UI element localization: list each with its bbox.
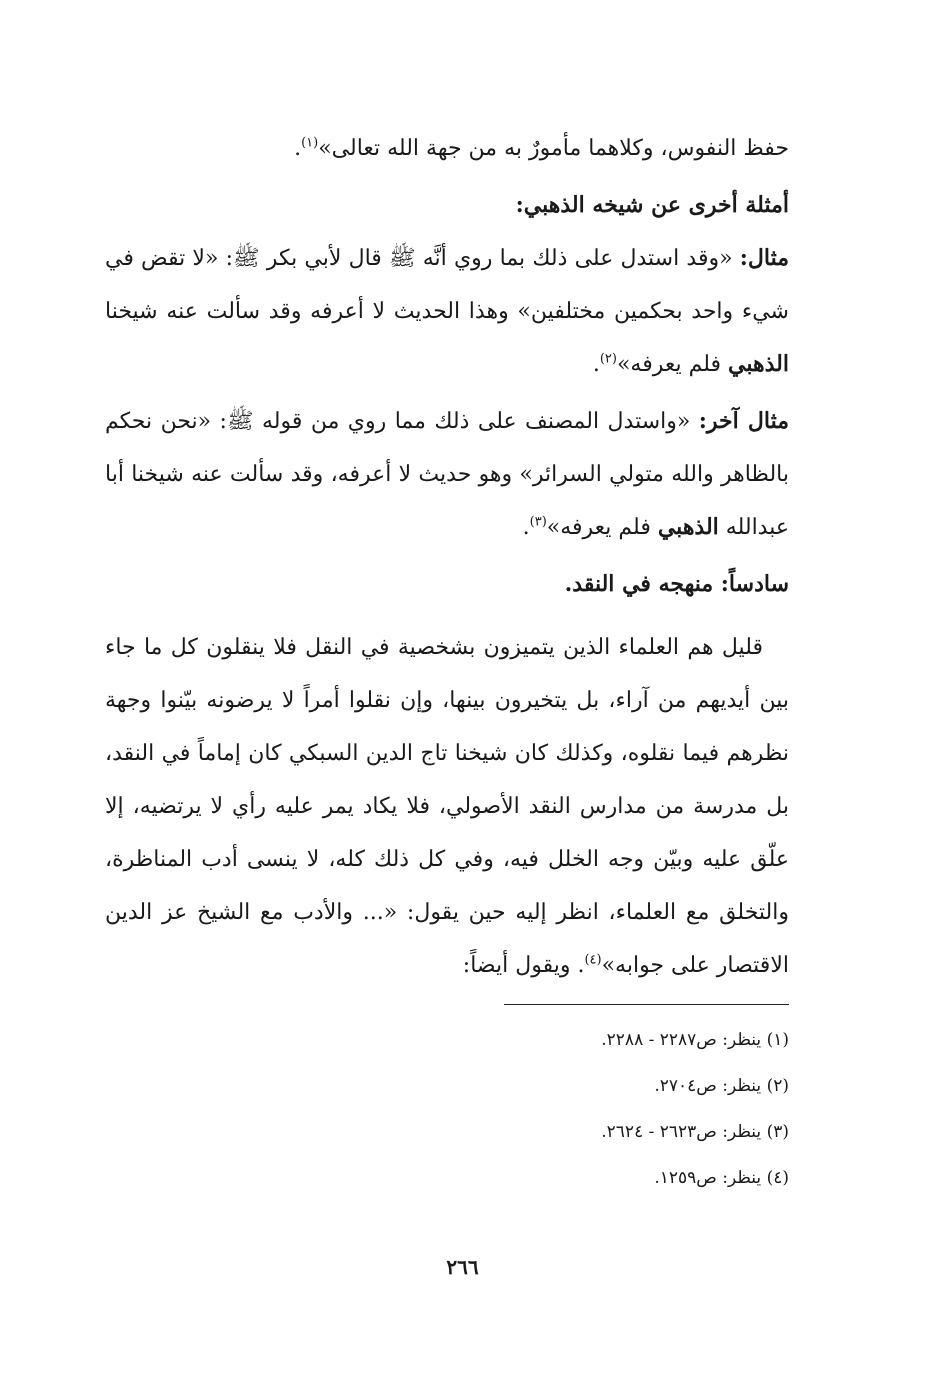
heading-method: سادساً: منهجه في النقد.	[564, 571, 789, 597]
method-text: قليل هم العلماء الذين يتميزون بشخصية في النقل فلا ينقلون كل ما جاء بين أيديهم من آراء، بل يتخيرون بينها، وإن نقلوا أمراً لا يرضونه بيّنوا وجهة نظرهم فيما نقلوه، وكذلك كان شيخنا تاج الدين السبكي كان إماماً في النقد، بل مدرسة من مدارس النقد الأصولي، فلا يكاد يمر عليه رأي لا يرتضيه، إلا علّق عليه وبيّن وجه الخلل فيه، وفي كل ذلك كله، لا ينسى أدب المناظرة، والتخلق مع العلماء، انظر إليه حين يقول: «... والأدب مع الشيخ عز الدين الاقتصار على جوابه»	[105, 635, 789, 978]
example-1-strong: الذهبي	[728, 351, 789, 377]
intro-text: حفظ النفوس، وكلاهما مأمورٌ به من جهة الله تعالى»	[318, 136, 789, 161]
method-paragraph	[105, 621, 789, 992]
page-number: ٢٦٦	[446, 1255, 479, 1279]
method-tail: . ويقول أيضاً:	[462, 953, 585, 978]
page-body	[105, 122, 789, 1201]
example-1	[105, 232, 789, 391]
example-2-end: .	[522, 515, 530, 540]
example-1-end: .	[592, 352, 600, 377]
example-1-text-a: «وقد استدل على ذلك بما روي أنَّه ﷺ قال لأبي بكر ﷺ: «لا تقض في شيء واحد بحكمين مختلفين» وهذا الحديث لا أعرفه وقد سألت عنه شيخنا	[105, 246, 789, 324]
footnote-3: (٣) ينظر: ص٢٦٢٣ - ٢٦٢٤.	[601, 1122, 789, 1142]
footnote-ref-3[interactable]: (٣)	[529, 514, 547, 530]
example-2-text-b: فلم يعرفه»	[546, 515, 658, 540]
example-1-text-b: فلم يعرفه»	[616, 352, 729, 377]
intro-line	[105, 122, 789, 175]
footnote-ref-1[interactable]: (١)	[301, 135, 319, 151]
example-2	[105, 395, 789, 554]
example-1-lead: مثال:	[739, 245, 789, 271]
example-2-strong: الذهبي	[657, 514, 719, 540]
footnotes	[105, 1017, 789, 1201]
intro-end: .	[294, 136, 302, 161]
footnote-ref-2[interactable]: (٢)	[599, 351, 617, 367]
footnote-separator	[504, 1004, 789, 1005]
heading-examples: أمثلة أخرى عن شيخه الذهبي:	[515, 192, 789, 218]
footnote-ref-4[interactable]: (٤)	[584, 952, 602, 968]
footnote-2: (٢) ينظر: ص٢٧٠٤.	[654, 1076, 789, 1096]
example-2-lead: مثال آخر:	[698, 408, 789, 434]
example-2-text-a: «واستدل المصنف على ذلك مما روي من قوله ﷺ: «نحن نحكم بالظاهر والله متولي السرائر» وهو حديث لا أعرفه، وقد سألت عنه شيخنا أبا عبدالله	[105, 409, 789, 540]
footnote-1: (١) ينظر: ص٢٢٨٧ - ٢٢٨٨.	[601, 1030, 789, 1050]
footnote-4: (٤) ينظر: ص١٢٥٩.	[654, 1168, 789, 1188]
